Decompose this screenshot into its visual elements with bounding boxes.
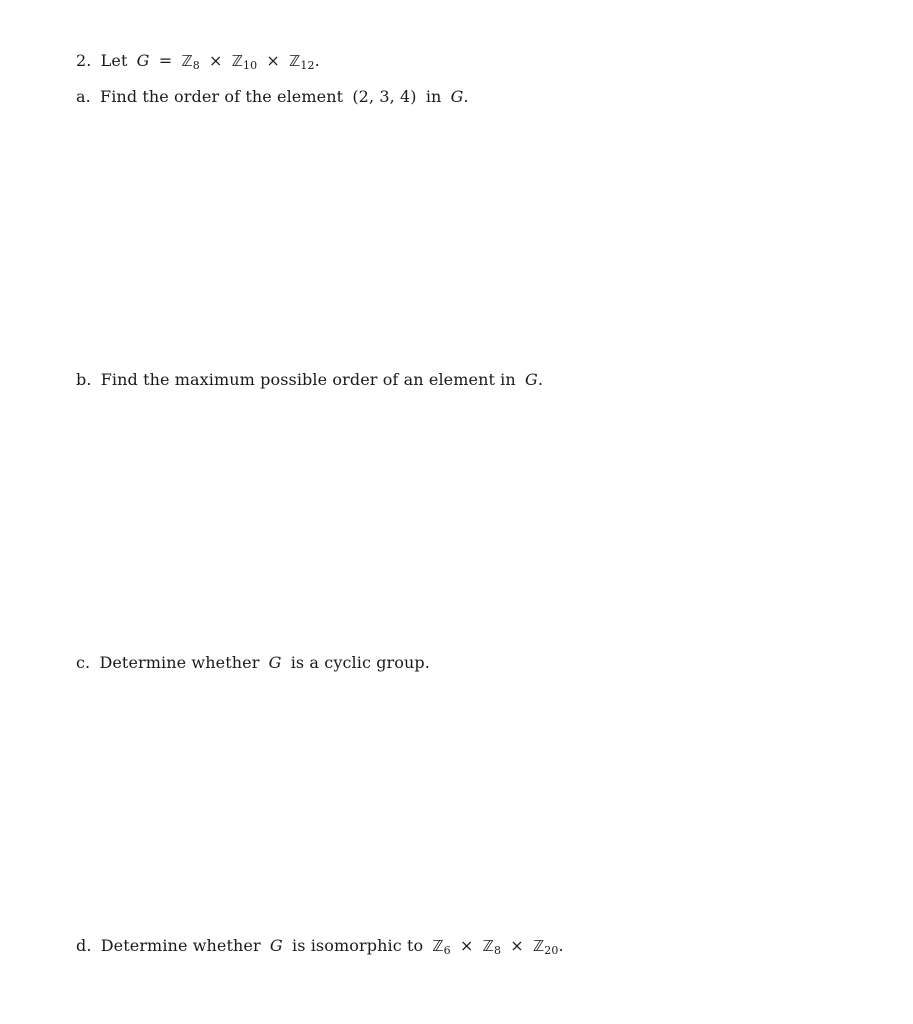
problem-number: 2.: [76, 51, 92, 70]
period: .: [537, 370, 544, 389]
times-sign: ×: [510, 936, 524, 955]
modulus: 8: [493, 944, 502, 957]
part-text: in: [425, 87, 442, 106]
part-a: [76, 87, 469, 107]
element-tuple: (2, 3, 4): [352, 87, 417, 106]
group-variable: G: [269, 936, 283, 955]
period: .: [314, 51, 320, 70]
part-text: is a cyclic group.: [290, 653, 430, 672]
problem-statement: [76, 51, 320, 71]
period: .: [558, 936, 564, 955]
group-variable: G: [136, 51, 150, 70]
integers-symbol: ℤ: [482, 937, 494, 955]
part-text: is isomorphic to: [292, 936, 424, 955]
part-label: d.: [76, 936, 92, 955]
group-variable: G: [450, 87, 464, 106]
integers-symbol: ℤ: [181, 52, 193, 70]
group-variable: G: [268, 653, 282, 672]
integers-symbol: ℤ: [289, 52, 301, 70]
modulus: 12: [300, 59, 315, 72]
times-sign: ×: [266, 51, 280, 70]
part-d: [76, 936, 564, 956]
part-text: Determine whether: [100, 936, 261, 955]
part-c: [76, 653, 430, 673]
integers-symbol: ℤ: [432, 937, 444, 955]
equals-sign: =: [158, 51, 173, 70]
period: .: [463, 87, 469, 106]
problem-intro: Let: [100, 51, 128, 70]
integers-symbol: ℤ: [532, 937, 545, 955]
group-variable: G: [525, 370, 538, 389]
part-text: Find the maximum possible order of an element in: [100, 370, 516, 389]
integers-symbol: ℤ: [231, 52, 244, 70]
part-text: Find the order of the element: [100, 87, 344, 106]
part-label: c.: [76, 653, 91, 672]
times-sign: ×: [459, 936, 474, 955]
modulus: 20: [544, 944, 559, 957]
part-label: a.: [76, 87, 91, 106]
part-b: [76, 370, 543, 390]
modulus: 6: [443, 944, 451, 957]
part-label: b.: [76, 370, 92, 389]
part-text: Determine whether: [99, 653, 260, 672]
modulus: 8: [192, 59, 200, 72]
modulus: 10: [243, 59, 258, 72]
times-sign: ×: [209, 51, 223, 70]
